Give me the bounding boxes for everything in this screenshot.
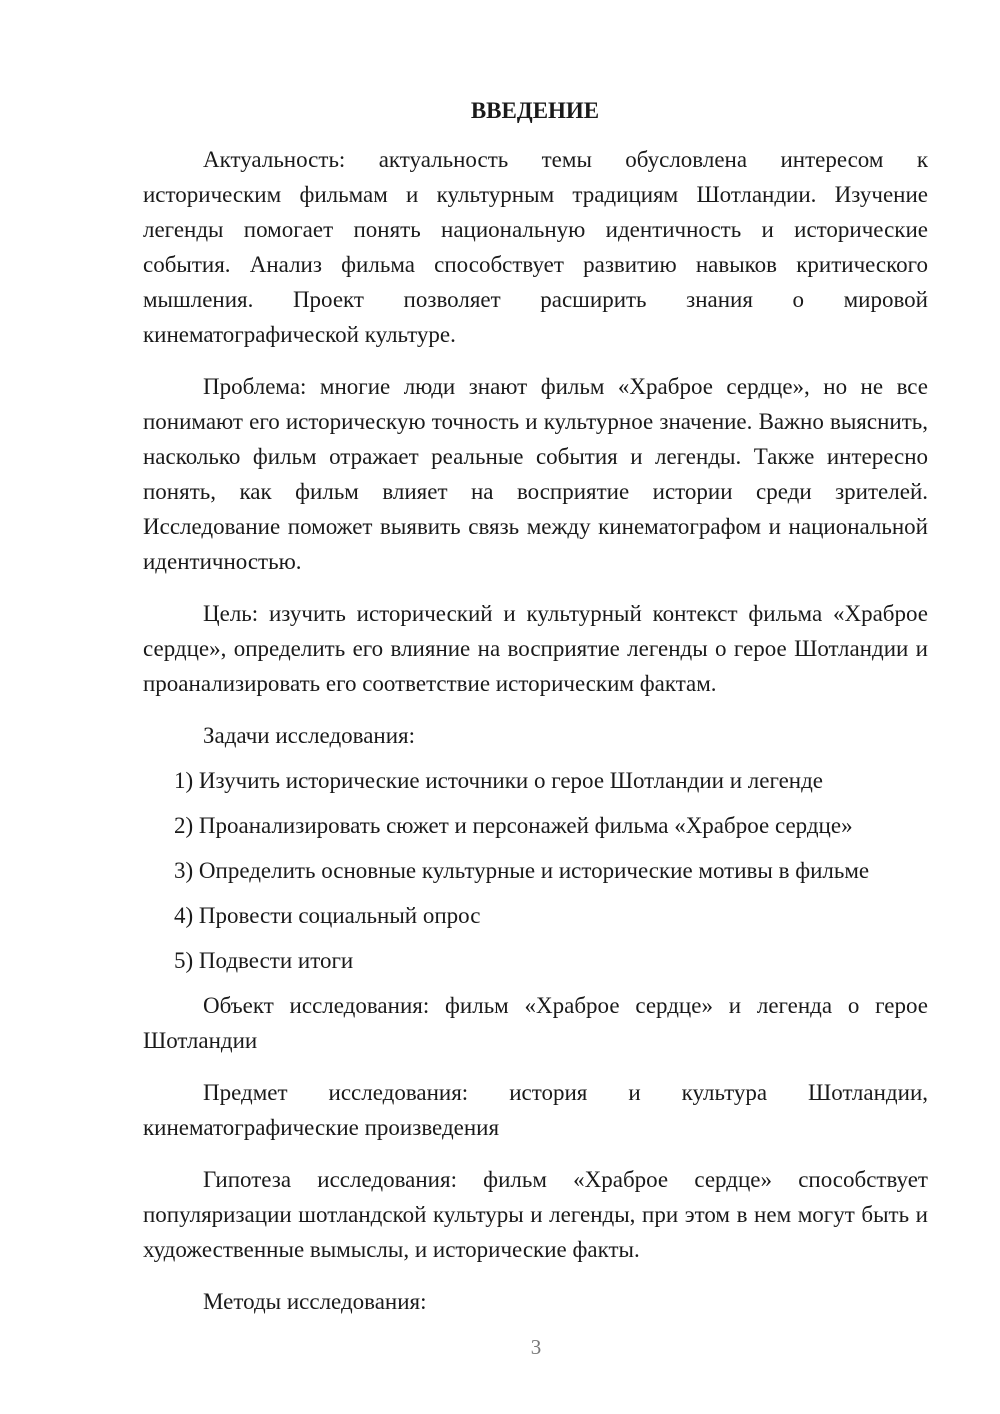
task-item: 1) Изучить исторические источники о герое Шотландии и легенде xyxy=(174,768,824,793)
task-item: 2) Проанализировать сюжет и персонажей фильма «Храброе сердце» xyxy=(174,813,853,838)
methods-paragraph: Методы исследования: xyxy=(203,1289,427,1314)
task-item: 5) Подвести итоги xyxy=(174,948,354,973)
hypothesis-paragraph: Гипотеза исследования: фильм «Храброе сердце» способствует популяризации шотландской культуры и легенды, при этом в нем могут быть и художественные вымыслы, и исторические факты. xyxy=(143,1167,928,1262)
problem-paragraph: Проблема: многие люди знают фильм «Храброе сердце», но не все понимают его историческую точность и культурное значение. Важно выяснить, насколько фильм отражает реальные события и легенды. Также интересно понять, как фильм влияет на восприятие истории среди зрителей. Исследование поможет выявить связь между кинематографом и национальной идентичностью. xyxy=(143,374,928,574)
task-item: 4) Провести социальный опрос xyxy=(174,903,481,928)
task-list xyxy=(143,763,928,978)
tasks-title: Задачи исследования: xyxy=(203,723,416,748)
document-body xyxy=(143,142,928,1336)
goal-paragraph: Цель: изучить исторический и культурный контекст фильма «Храброе сердце», определить его влияние на восприятие легенды о герое Шотландии и проанализировать его соответствие историческим фактам. xyxy=(143,601,928,696)
page-number: 3 xyxy=(530,1335,542,1359)
page-title: ВВЕДЕНИЕ xyxy=(470,98,600,123)
subject-paragraph: Предмет исследования: история и культура Шотландии, кинематографические произведения xyxy=(143,1080,928,1140)
task-item: 3) Определить основные культурные и исторические мотивы в фильме xyxy=(174,858,870,883)
object-paragraph: Объект исследования: фильм «Храброе сердце» и легенда о герое Шотландии xyxy=(143,993,928,1053)
relevance-paragraph: Актуальность: актуальность темы обусловлена интересом к историческим фильмам и культурным традициям Шотландии. Изучение легенды помогает понять национальную идентичность и исторические события. Анализ фильма способствует развитию навыков критического мышления. Проект позволяет расширить знания о мировой кинематографической культуре. xyxy=(143,147,928,347)
